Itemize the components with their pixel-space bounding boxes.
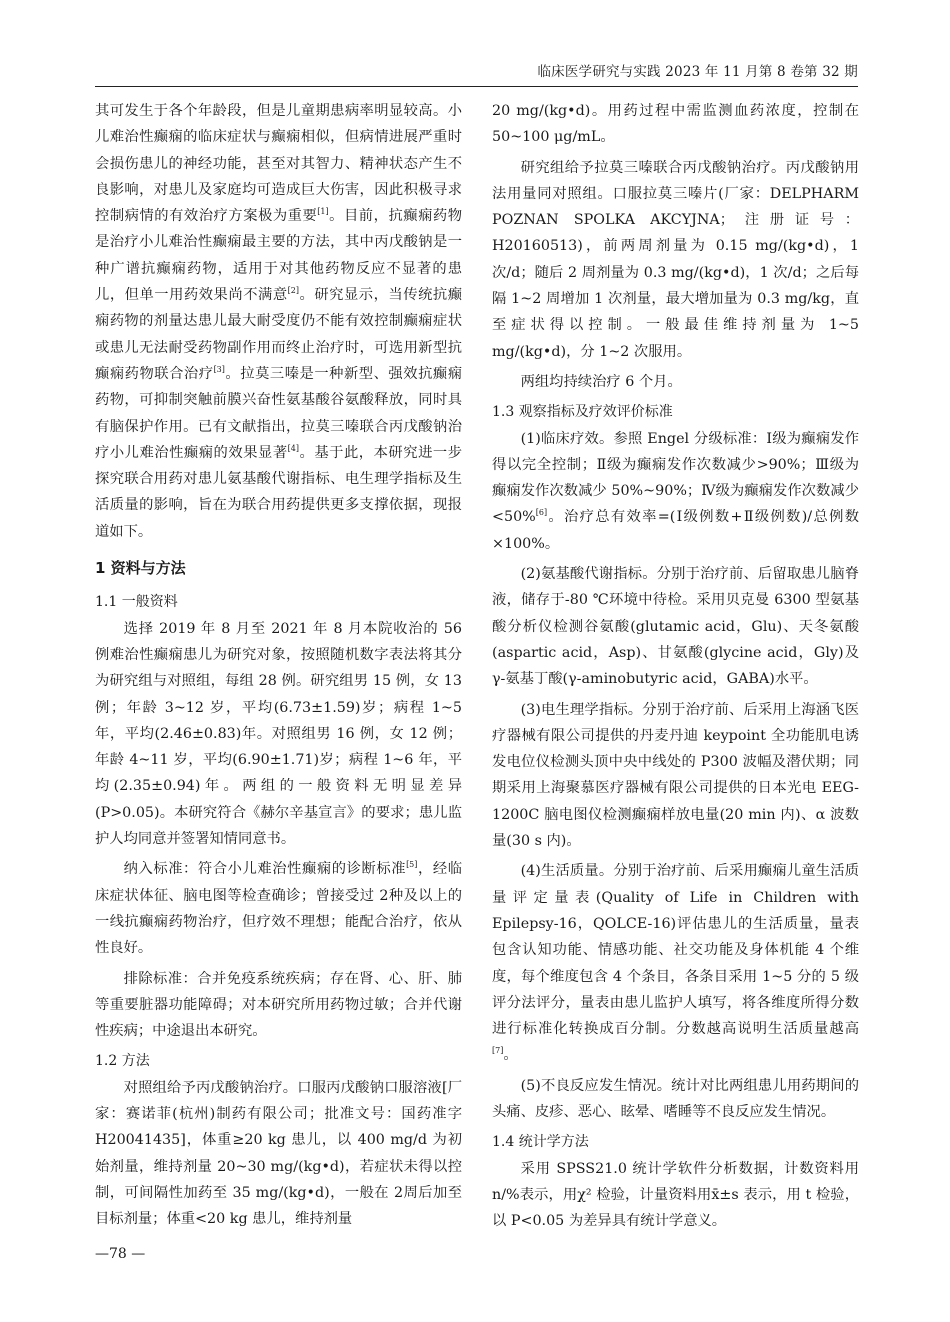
qol-text-2: 。 bbox=[503, 1047, 518, 1064]
subsection-1-1-heading: 1.1 一般资料 bbox=[95, 594, 178, 611]
running-header bbox=[95, 56, 858, 87]
statistics-paragraph: 采用 SPSS21.0 统计学软件分析数据，计数资料用 n/%表示，用χ² 检验，计量资料用x̄±s 表示，用 t 检验，以 P<0.05 为差异具有统计学意义。 bbox=[492, 1160, 859, 1230]
clinical-efficacy-paragraph bbox=[492, 426, 859, 557]
efficacy-text-1: (1)临床疗效。参照 Engel 分级标准：Ⅰ级为癫痫发作得以完全控制；Ⅱ级为癫痫发作次数减少>90%；Ⅲ级为癫痫发作次数减少 50%~90%；Ⅳ级为癫痫发作次数减少<50% bbox=[492, 430, 859, 526]
right-column bbox=[492, 98, 859, 1234]
treatment-duration-paragraph: 两组均持续治疗 6 个月。 bbox=[520, 373, 682, 390]
dose-continuation-paragraph: 20 mg/(kg•d)。用药过程中需监测血药浓度，控制在 50~100 μg/mL。 bbox=[492, 103, 859, 146]
ref-1[interactable]: [1] bbox=[317, 207, 329, 217]
ref-7[interactable]: [7] bbox=[492, 1046, 504, 1056]
amino-acid-paragraph: (2)氨基酸代谢指标。分别于治疗前、后留取患儿脑脊液，储存于-80 ℃环境中待检。采用贝克曼 6300 型氨基酸分析仪检测谷氨酸(glutamic acid，Glu)、天冬氨酸(aspartic acid，Asp)、甘氨酸(glycine acid，Gly)及 γ-氨基丁酸(γ-aminobutyric acid，GABA)水平。 bbox=[492, 566, 859, 688]
subsection-1-4-heading: 1.4 统计学方法 bbox=[492, 1134, 589, 1151]
left-column bbox=[95, 98, 462, 1232]
adverse-reaction-paragraph: (5)不良反应发生情况。统计对比两组患儿用药期间的头痛、皮疹、恶心、眩晕、嗜睡等不良反应发生情况。 bbox=[492, 1077, 859, 1120]
page-number: —78 — bbox=[95, 1246, 146, 1262]
inclusion-text-2: ，经临床症状体征、脑电图等检查确诊；曾接受过 2种及以上的一线抗癫痫药物治疗，但疗效不理想；能配合治疗，依从性良好。 bbox=[95, 861, 463, 957]
quality-of-life-paragraph bbox=[492, 858, 859, 1068]
intro-text-4: 。拉莫三嗪是一种新型、强效抗癫痫药物，可抑制突触前膜兴奋性氨基酸谷氨酸释放，同时具有脑保护作用。已有文献指出，拉莫三嗪联合丙戊酸钠治疗小儿难治性癫痫的效果显著 bbox=[95, 365, 463, 461]
inclusion-text-1: 纳入标准：符合小儿难治性癫痫的诊断标准 bbox=[123, 861, 407, 878]
efficacy-text-2: 。治疗总有效率=(Ⅰ级例数+Ⅱ级例数)/总例数×100%。 bbox=[492, 509, 859, 552]
electrophysiology-paragraph: (3)电生理学指标。分别于治疗前、后采用上海涵飞医疗器械有限公司提供的丹麦丹迪 keypoint 全功能肌电诱发电位仪检测头顶中央中线处的 P300 波幅及潜伏期；同期采用上海聚慕医疗器械有限公司提供的日本光电 EEG-1200C 脑电图仪检测癫痫样放电量(20 min 内)、α 波数量(30 s 内)。 bbox=[492, 701, 859, 850]
ref-2[interactable]: [2] bbox=[287, 286, 299, 296]
intro-text-1: 其可发生于各个年龄段，但是儿童期患病率明显较高。小儿难治性癫痫的临床症状与癫痫相似，但病情进展严重时会损伤患儿的神经功能，甚至对其智力、精神状态产生不良影响，对患儿及家庭均可造成巨大伤害，因此积极寻求控制病情的有效治疗方案极为重要 bbox=[95, 103, 462, 225]
qol-text-1: (4)生活质量。分别于治疗前、后采用癫痫儿童生活质量评定量表(Quality of Life in Children with Epilepsy-16，QOLCE-16)评估患儿的生活质量，量表包含认知功能、情感功能、社交功能及身体机能 4 个维度，每个维度包含 4 个条目，各条目采用 1~5 分的 5 级评分法评分，量表由患儿监护人填写，将各维度所得分数进行标准化转换成百分制。分数越高说明生活质量越高 bbox=[492, 863, 859, 1038]
subsection-1-3-heading: 1.3 观察指标及疗效评价标准 bbox=[492, 404, 673, 421]
journal-title: 临床医学研究与实践 2023 年 11 月第 8 卷第 32 期 bbox=[537, 64, 858, 80]
exclusion-criteria-paragraph: 排除标准：合并免疫系统疾病；存在肾、心、肝、肺等重要脏器功能障碍；对本研究所用药物过敏；合并代谢性疾病；中途退出本研究。 bbox=[95, 970, 462, 1040]
control-group-method-paragraph: 对照组给予丙戊酸钠治疗。口服丙戊酸钠口服溶液[厂家：赛诺菲(杭州)制药有限公司；批准文号：国药准字 H20041435]，体重≥20 kg 患儿，以 400 mg/d 为初始剂量，维持剂量 20~30 mg/(kg•d)，若症状未得以控制，可间隔性加药至 35 mg/(kg•d)，一般在 2周后加至目标剂量；体重<20 kg 患儿，维持剂量 bbox=[95, 1079, 462, 1228]
study-group-method-paragraph: 研究组给予拉莫三嗪联合丙戊酸钠治疗。丙戊酸钠用法用量同对照组。口服拉莫三嗪片(厂家：DELPHARM POZNAN SPOLKA AKCYJNA；注册证号：H20160513)，前两周剂量为 0.15 mg/(kg•d)，1次/d；随后 2 周剂量为 0.3 mg/(kg•d)，1 次/d；之后每隔 1~2 周增加 1 次剂量，最大增加量为 0.3 mg/kg，直至症状得以控制。一般最佳维持剂量为 1~5 mg/(kg•d)，分 1~2 次服用。 bbox=[492, 159, 859, 360]
general-data-paragraph: 选择 2019 年 8 月至 2021 年 8 月本院收治的 56 例难治性癫痫患儿为研究对象，按照随机数字表法将其分为研究组与对照组，每组 28 例。研究组男 15 例，女 13 例；年龄 3~12 岁，平均(6.73±1.59)岁；病程 1~5 年，平均(2.46±0.83)年。对照组男 16 例，女 12 例；年龄 4~11 岁，平均(6.90±1.71)岁；病程 1~6 年，平均(2.35±0.94)年。两组的一般资料无明显差异(P>0.05)。本研究符合《赫尔辛基宣言》的要求；患儿监护人均同意并签署知情同意书。 bbox=[95, 620, 462, 848]
section-1-heading: 1 资料与方法 bbox=[95, 559, 186, 578]
intro-paragraph bbox=[95, 98, 462, 545]
ref-4[interactable]: [4] bbox=[287, 444, 299, 454]
ref-6[interactable]: [6] bbox=[535, 508, 548, 518]
intro-text-2: 。目前，抗癫痫药物是治疗小儿难治性癫痫最主要的方法，其中丙戊酸钠是一种广谱抗癫痫药物，适用于对其他药物反应不显著的患儿，但单一用药效果尚不满意 bbox=[95, 208, 463, 304]
intro-text-5: 。基于此，本研究进一步探究联合用药对患儿氨基酸代谢指标、电生理学指标及生活质量的影响，旨在为联合用药提供更多支撑依据，现报道如下。 bbox=[95, 444, 463, 540]
inclusion-criteria-paragraph bbox=[95, 856, 462, 961]
intro-text-3: 。研究显示，当传统抗癫痫药物的剂量达患儿最大耐受度仍不能有效控制癫痫症状或患儿无法耐受药物副作用而终止治疗时，可选用新型抗癫痫药物联合治疗 bbox=[95, 287, 463, 382]
ref-3[interactable]: [3] bbox=[213, 365, 225, 375]
ref-5[interactable]: [5] bbox=[406, 860, 418, 870]
subsection-1-2-heading: 1.2 方法 bbox=[95, 1053, 150, 1070]
